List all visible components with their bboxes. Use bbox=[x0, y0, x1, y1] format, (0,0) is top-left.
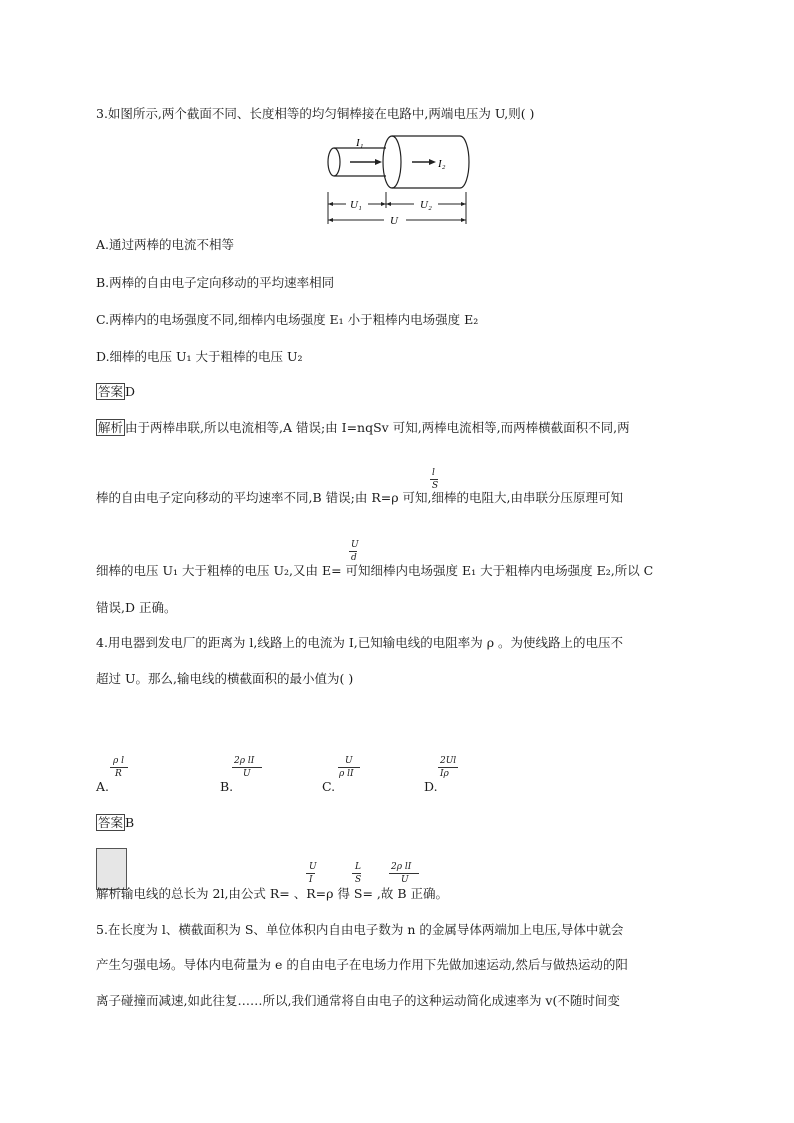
analysis-label: 解析 bbox=[96, 886, 122, 901]
q3-option-a: A.通过两棒的电流不相等 bbox=[96, 237, 235, 252]
q5-line-3: 离子碰撞而减速,如此往复……所以,我们通常将自由电子的这种运动简化成速率为 v(不随时间变 bbox=[96, 993, 620, 1008]
q3-analysis-line-4: 错误,D 正确。 bbox=[96, 600, 177, 615]
q3-analysis-line-2: 棒的自由电子定向移动的平均速率不同,B 错误;由 R=ρ 可知,细棒的电阻大,由串联分压原理可知 bbox=[96, 490, 623, 505]
answer-value: B bbox=[125, 815, 135, 830]
q3-analysis-line-1: 解析 由于两棒串联,所以电流相等,A 错误;由 I=nqSv 可知,两棒电流相等,而两棒横截面积不同,两 bbox=[98, 420, 630, 435]
q4-analysis: 解析输电线的总长为 2l,由公式 R= 、R=ρ 得 S= ,故 B 正确。 bbox=[96, 886, 449, 901]
frac-l-numerator: l bbox=[432, 468, 435, 478]
frac-s-denominator: S bbox=[432, 481, 439, 491]
frac-u-numerator: U bbox=[351, 540, 359, 550]
q5-line-2: 产生匀强电场。导体内电荷量为 e 的自由电子在电场力作用下先做加速运动,然后与做热运动的阳 bbox=[96, 957, 628, 972]
frac-d-denominator: d bbox=[351, 553, 357, 563]
analysis-marker-block bbox=[96, 848, 127, 890]
frac-bar bbox=[389, 873, 419, 874]
q3-stem: 3.如图所示,两个截面不同、长度相等的均匀铜棒接在电路中,两端电压为 U,则( ) bbox=[96, 106, 535, 121]
q3-option-c: C.两棒内的电场强度不同,细棒内电场强度 E₁ 小于粗棒内电场强度 E₂ bbox=[96, 312, 479, 327]
q4-stem-line-2: 超过 U。那么,输电线的横截面积的最小值为( ) bbox=[96, 671, 354, 686]
q5-line-1: 5.在长度为 l、横截面积为 S、单位体积内自由电子数为 n 的金属导体两端加上电压,导体中就会 bbox=[96, 922, 624, 937]
q3-conductor-figure bbox=[320, 130, 480, 230]
frac-bar bbox=[352, 873, 361, 874]
q3-analysis-line-3: 细棒的电压 U₁ 大于粗棒的电压 U₂,又由 E= 可知细棒内电场强度 E₁ 大于粗棒内电场强度 E₂,所以 C bbox=[96, 563, 654, 578]
answer-label: 答案 bbox=[98, 384, 124, 399]
frac-bar bbox=[110, 767, 128, 768]
frac-bar bbox=[349, 551, 357, 552]
q4-answer bbox=[96, 815, 134, 831]
frac-bar bbox=[430, 479, 438, 480]
frac-bar bbox=[338, 767, 360, 768]
q4-stem-line-1: 4.用电器到发电厂的距离为 l,线路上的电流为 I,已知输电线的电阻率为 ρ 。为使线路上的电压不 bbox=[96, 635, 624, 650]
answer-value: D bbox=[125, 384, 136, 399]
q3-option-b: B.两棒的自由电子定向移动的平均速率相同 bbox=[96, 275, 335, 290]
label-u2: U₂ bbox=[420, 199, 432, 211]
q3-option-d: D.细棒的电压 U₁ 大于粗棒的电压 U₂ bbox=[96, 349, 303, 364]
q3-answer bbox=[96, 384, 135, 400]
label-i1: I₁ bbox=[356, 137, 364, 149]
label-u1: U₁ bbox=[350, 199, 362, 211]
document-page: 3.如图所示,两个截面不同、长度相等的均匀铜棒接在电路中,两端电压为 U,则( ) I₁ I₂ U₁ U₂ U A.通过两棒的电流不相等 B.两棒的自由电子定向移动的平均速率相同 C.两棒内的电场强度不同,细棒内电场强度 E₁ 小于粗棒内电场强度 E₂ D.细棒的电压 U₁ 大于粗棒的电压 U₂ 答案 D 解析 由于两棒串联,所以电流相等,A 错误;由 I=nqSv 可知,两棒电流相等,而两棒横截面积不同,两 l S 棒的自由电子定向移动的平均速率不同,B 错误;由 R=ρ 可知,细棒的电阻大,由串联分压原理可知 U d 细棒的电压 U₁ 大于粗棒的电压 U₂,又由 E= 可知细棒内电场强度 E₁ 大于粗棒内电场强度 E₂,所以 C 错误,D 正确。 4.用电器到发电厂的距离为 l,线路上的电流为 I,已知输电线的电阻率为 ρ 。为使线路上的电压不 超过 U。那么,输电线的横截面积的最小值为( ) ρ l R A. 2ρ lI U B. U ρ lI C. 2Ul Iρ D. 答案 B U I L S 2ρ lI U 解析输电线的总长为 2l,由公式 R= 、R=ρ 得 S= ,故 B 正确。 5.在长度为 l、横截面积为 S、单位体积内自由电子数为 n 的金属导体两端加上电压,导体中就会 产生匀强电场。导体内电荷量为 e 的自由电子在电场力作用下先做加速运动,然后与做热运动的阳 离子碰撞而减速,如此往复……所以,我们通常将自由电子的这种运动简化成速率为 v(不随时间变 bbox=[96, 106, 654, 1008]
frac-bar bbox=[306, 873, 315, 874]
analysis-label: 解析 bbox=[98, 420, 124, 435]
label-u: U bbox=[390, 215, 398, 227]
answer-label: 答案 bbox=[98, 815, 124, 830]
frac-bar bbox=[232, 767, 262, 768]
label-i2: I₂ bbox=[438, 158, 446, 170]
frac-bar bbox=[438, 767, 458, 768]
